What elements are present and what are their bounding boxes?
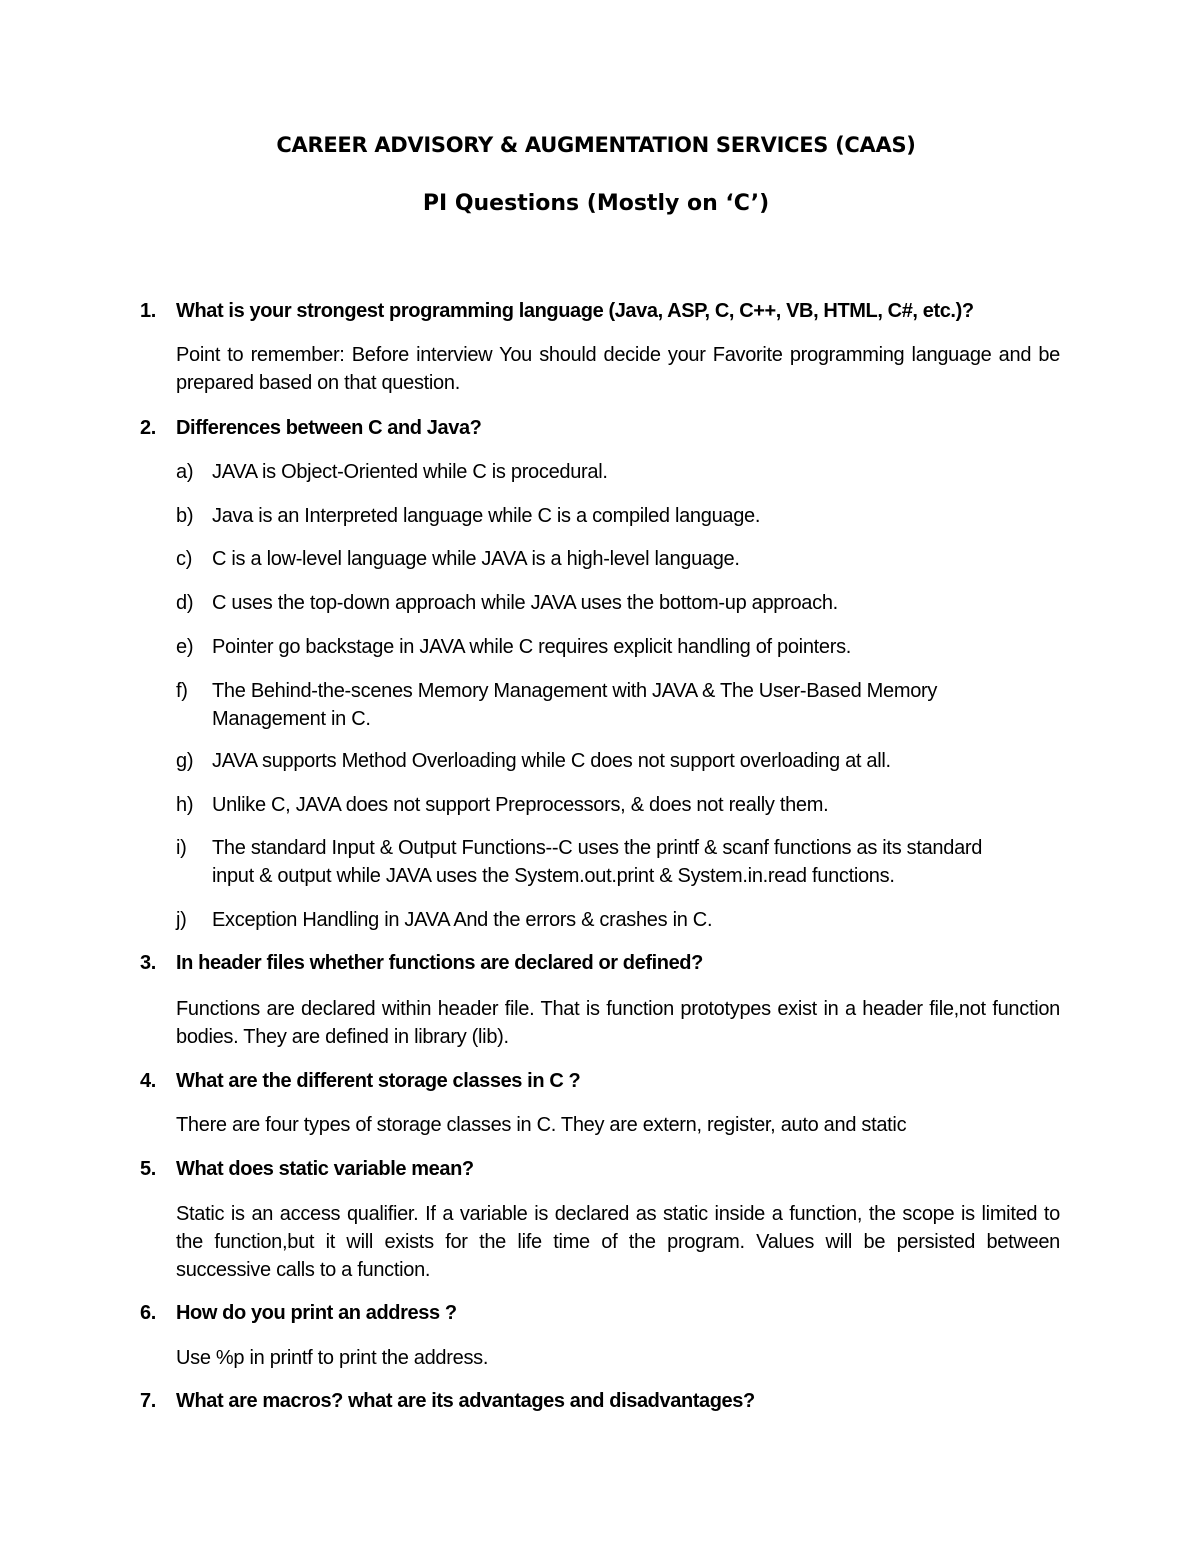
question-text: How do you print an address ?: [176, 1302, 457, 1324]
question-text: What are macros? what are its advantages and disadvantages?: [176, 1390, 755, 1412]
question-3: [140, 949, 1060, 977]
list-item-label: h): [176, 794, 194, 816]
list-item-text: Pointer go backstage in JAVA while C requires explicit handling of pointers.: [212, 636, 852, 658]
list-item-text: JAVA supports Method Overloading while C does not support overloading at all.: [212, 750, 891, 772]
list-item-label: d): [176, 592, 194, 614]
list-item-text: The standard Input & Output Functions--C uses the printf & scanf functions as its standard input & output while JAVA uses the System.out.print & System.in.read functions.: [212, 837, 983, 887]
question-number: 3.: [140, 952, 156, 974]
list-item-label: a): [176, 461, 194, 483]
list-item-text: The Behind-the-scenes Memory Management with JAVA & The User-Based Memory Management in C.: [212, 680, 938, 730]
question-number: 2.: [140, 417, 156, 439]
list-item-label: g): [176, 750, 194, 772]
list-item: [176, 545, 1060, 573]
question-6: [140, 1299, 1060, 1327]
question-text: In header files whether functions are declared or defined?: [176, 952, 703, 974]
list-item-label: i): [176, 837, 187, 859]
list-item: [176, 906, 1060, 934]
answer-6: Use %p in printf to print the address.: [176, 1347, 489, 1369]
question-number: 6.: [140, 1302, 156, 1324]
answer-3: Functions are declared within header file. That is function prototypes exist in a header file,not function bodies. They are defined in library (lib).: [176, 998, 1060, 1048]
list-item: [176, 633, 1060, 661]
list-item: [176, 589, 1060, 617]
list-item-text: C is a low-level language while JAVA is a high-level language.: [212, 548, 740, 570]
list-item-label: c): [176, 548, 193, 570]
list-item-text: Java is an Interpreted language while C is a compiled language.: [212, 505, 761, 527]
list-item-label: b): [176, 505, 194, 527]
list-item-text: Unlike C, JAVA does not support Preprocessors, & does not really them.: [212, 794, 829, 816]
list-item: [176, 791, 1060, 819]
list-item-label: j): [176, 909, 187, 931]
question-number: 4.: [140, 1070, 156, 1092]
list-item: [176, 458, 1060, 486]
question-2: [140, 414, 1060, 442]
question-4: [140, 1067, 1060, 1095]
question-text: Differences between C and Java?: [176, 417, 482, 439]
question-text: What is your strongest programming language (Java, ASP, C, C++, VB, HTML, C#, etc.)?: [176, 300, 974, 322]
question-number: 1.: [140, 300, 156, 322]
question-7: [140, 1387, 1060, 1415]
list-item: [176, 834, 1026, 890]
question-number: 5.: [140, 1158, 156, 1180]
list-item-label: e): [176, 636, 194, 658]
document-title: CAREER ADVISORY & AUGMENTATION SERVICES (CAAS): [276, 133, 916, 157]
question-5: [140, 1155, 1060, 1183]
list-item-text: Exception Handling in JAVA And the errors & crashes in C.: [212, 909, 713, 931]
list-item: [176, 677, 976, 733]
answer-5: Static is an access qualifier. If a variable is declared as static inside a function, the scope is limited to the function,but it will exists for the life time of the program. Values will be persisted between successive calls to a function.: [176, 1203, 1060, 1281]
question-number: 7.: [140, 1390, 156, 1412]
question-1: [140, 297, 1060, 325]
list-item-text: C uses the top-down approach while JAVA uses the bottom-up approach.: [212, 592, 838, 614]
answer-4: There are four types of storage classes in C. They are extern, register, auto and static: [176, 1114, 907, 1136]
document-subtitle: PI Questions (Mostly on ‘C’): [422, 191, 770, 216]
list-item: [176, 747, 1060, 775]
list-item: [176, 502, 1060, 530]
list-item-label: f): [176, 680, 188, 702]
question-text: What does static variable mean?: [176, 1158, 474, 1180]
question-text: What are the different storage classes in C ?: [176, 1070, 581, 1092]
list-item-text: JAVA is Object-Oriented while C is procedural.: [212, 461, 608, 483]
answer-1: Point to remember: Before interview You should decide your Favorite programming language and be prepared based on that question.: [176, 344, 1060, 394]
